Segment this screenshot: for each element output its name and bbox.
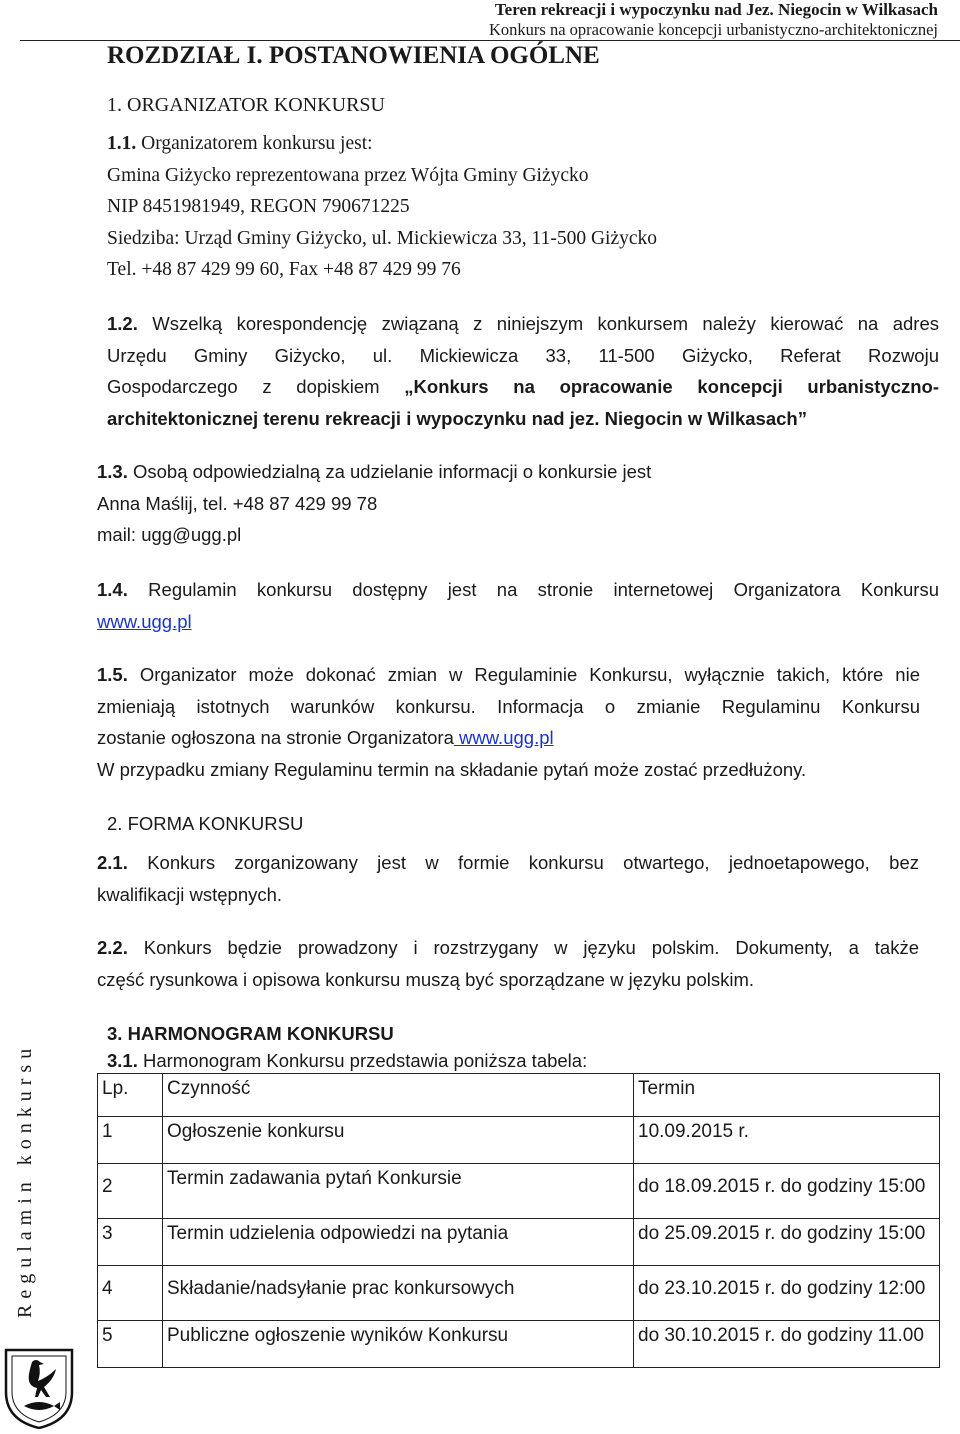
table-cell: 2 (98, 1164, 163, 1219)
table-cell: 4 (98, 1266, 163, 1321)
table-cell: do 30.10.2015 r. do godziny 11.00 (634, 1321, 940, 1368)
paragraph-1-1: 1.1. Organizatorem konkursu jest: (107, 133, 373, 154)
section-3-heading: 3. HARMONOGRAM KONKURSU (107, 1023, 394, 1044)
sidebar-label: Regulamin konkursu (14, 1042, 36, 1318)
paragraph-1-3: 1.3. Osobą odpowiedzialną za udzielanie informacji o konkursie jest Anna Maślij, tel. +48 87 429 99 78 mail: ugg@ugg.pl (97, 456, 651, 551)
table-cell: Składanie/nadsyłanie prac konkursowych (163, 1266, 634, 1321)
header-cell: Lp. (98, 1074, 163, 1117)
table-cell: do 23.10.2015 r. do godziny 12:00 (634, 1266, 940, 1321)
header-title: Teren rekreacji i wypoczynku nad Jez. Niegocin w Wilkasach (494, 0, 938, 19)
table-header-row (98, 1074, 940, 1117)
table-cell: Termin udzielenia odpowiedzi na pytania (163, 1219, 634, 1266)
table-cell: do 18.09.2015 r. do godziny 15:00 (634, 1164, 940, 1219)
header-divider (20, 40, 960, 41)
paragraph-1-2: 1.2. Wszelką korespondencję związaną z niniejszym konkursem należy kierować na adres Urzędu Gminy Giżycko, ul. Mickiewicza 33, 11-500 Giżycko, Referat Rozwoju Gospodarczego z dopiskiem „Konkurs na opracowanie koncepcji urbanistyczno- architektonicznej terenu rekreacji i wypoczynku nad jez. Niegocin w Wilkasach” (107, 313, 939, 429)
table-cell: Publiczne ogłoszenie wyników Konkursu (163, 1321, 634, 1368)
table-row (98, 1117, 940, 1164)
chapter-title: ROZDZIAŁ I. POSTANOWIENIA OGÓLNE (107, 42, 600, 69)
paragraph-number: 1.1. (107, 133, 137, 154)
table-row (98, 1164, 940, 1219)
header-cell: Czynność (163, 1074, 634, 1117)
table-cell: do 25.09.2015 r. do godziny 15:00 (634, 1219, 940, 1266)
cormorant-emblem-icon (2, 1348, 76, 1429)
contact-email: mail: ugg@ugg.pl (97, 524, 242, 545)
organizer-name: Gmina Giżycko reprezentowana przez Wójta Gminy Giżycko (107, 165, 589, 186)
table-cell: 3 (98, 1219, 163, 1266)
regulations-link[interactable]: www.ugg.pl (97, 610, 192, 632)
table-row (98, 1219, 940, 1266)
paragraph-2-1: 2.1. Konkurs zorganizowany jest w formie konkursu otwartego, jednoetapowego, bez kwalifikacji wstępnych. (97, 852, 919, 905)
table-cell: Termin zadawania pytań Konkursie (163, 1164, 634, 1219)
table-cell: 10.09.2015 r. (634, 1117, 940, 1164)
paragraph-2-2: 2.2. Konkurs będzie prowadzony i rozstrzygany w języku polskim. Dokumenty, a także część rysunkowa i opisowa konkursu muszą być sporządzane w języku polskim. (97, 937, 919, 990)
section-1-heading: 1. ORGANIZATOR KONKURSU (107, 94, 385, 116)
organizer-phone: Tel. +48 87 429 99 60, Fax +48 87 429 99 76 (107, 259, 461, 280)
paragraph-1-4: 1.4. Regulamin konkursu dostępny jest na stronie internetowej Organizatora Konkursu www.ugg.pl (97, 574, 939, 637)
schedule-table (97, 1073, 940, 1368)
organizer-ids: NIP 8451981949, REGON 790671225 (107, 196, 410, 217)
header-cell: Termin (634, 1074, 940, 1117)
header-subtitle: Konkurs na opracowanie koncepcji urbanistyczno-architektonicznej (489, 20, 938, 39)
section-2-heading: 2. FORMA KONKURSU (107, 813, 304, 834)
paragraph-1-5: 1.5. Organizator może dokonać zmian w Regulaminie Konkursu, wyłącznie takich, które nie zmieniają istotnych warunków konkursu. Informacja o zmianie Regulaminu Konkursu zostanie ogłoszona na stronie Organizatora www.ugg.pl W przypadku zmiany Regulaminu termin na składanie pytań może zostać przedłużony. (97, 664, 920, 780)
table-row (98, 1321, 940, 1368)
table-cell: Ogłoszenie konkursu (163, 1117, 634, 1164)
organizer-website-link[interactable]: www.ugg.pl (453, 727, 554, 748)
table-cell: 1 (98, 1117, 163, 1164)
table-cell: 5 (98, 1321, 163, 1368)
contact-person: Anna Maślij, tel. +48 87 429 99 78 (97, 492, 378, 514)
paragraph-3-1: 3.1. Harmonogram Konkursu przedstawia poniższa tabela: (107, 1050, 588, 1071)
organizer-address: Siedziba: Urząd Gminy Giżycko, ul. Mickiewicza 33, 11-500 Giżycko (107, 228, 657, 249)
table-row (98, 1266, 940, 1321)
